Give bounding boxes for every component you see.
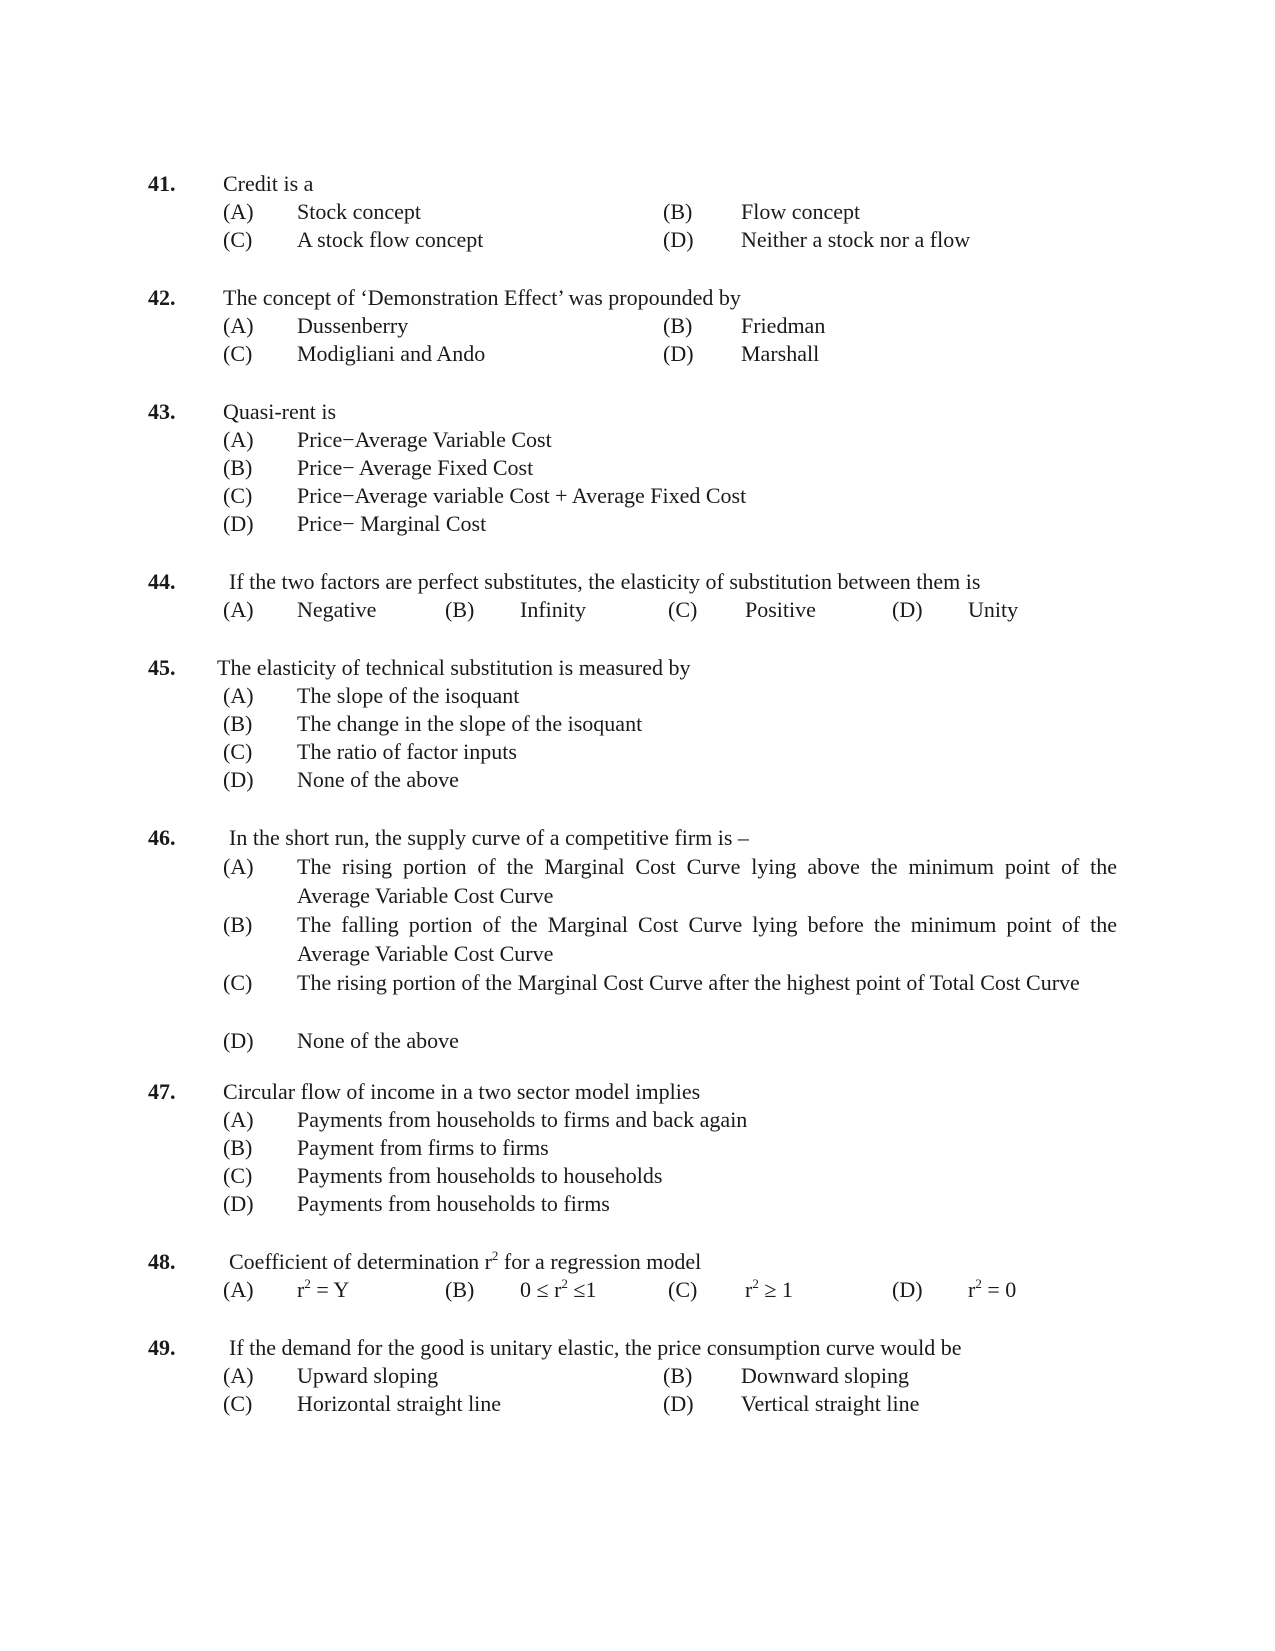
option-a-label: (A) [223, 313, 254, 338]
option-b-label: (B) [445, 597, 475, 622]
option-row [0, 226, 1275, 254]
option-b-label: (B) [223, 1135, 253, 1160]
option-row [0, 340, 1275, 368]
question-number: 47. [148, 1079, 176, 1104]
option-a-text: Upward sloping [297, 1363, 439, 1388]
question-text: If the two factors are perfect substitutes, the elasticity of substitution between them is [229, 569, 981, 594]
question-number: 46. [148, 825, 176, 850]
option-c-label: (C) [223, 739, 253, 764]
question-41 [0, 170, 1275, 254]
option-d-text: Price− Marginal Cost [297, 511, 487, 536]
option-c-label: (C) [223, 341, 253, 366]
option-row [0, 482, 1275, 510]
question-number: 41. [148, 171, 176, 196]
option-c-text: Price−Average variable Cost + Average Fixed Cost [297, 483, 747, 508]
option-b-text: Price− Average Fixed Cost [297, 455, 534, 480]
option-b-text: The change in the slope of the isoquant [297, 711, 643, 736]
option-c-label: (C) [223, 970, 253, 995]
option-d-text: Vertical straight line [741, 1391, 920, 1416]
option-row [0, 1390, 1275, 1418]
option-c-text: Modigliani and Ando [297, 341, 486, 366]
question-number: 49. [148, 1335, 176, 1360]
option-row [0, 312, 1275, 340]
option-c-label: (C) [223, 1391, 253, 1416]
option-c-label: (C) [223, 1163, 253, 1188]
question-number: 48. [148, 1249, 176, 1274]
option-d-label: (D) [223, 1191, 254, 1216]
option-row [0, 1162, 1275, 1190]
option-a-text: Stock concept [297, 199, 422, 224]
option-c-text: The rising portion of the Marginal Cost Curve after the highest point of Total Cost Curve [297, 970, 1080, 995]
question-number: 44. [148, 569, 176, 594]
option-row [0, 198, 1275, 226]
option-a-label: (A) [223, 1107, 254, 1132]
option-a-text: Negative [297, 597, 377, 622]
option-b-label: (B) [663, 199, 693, 224]
option-b-text: Flow concept [741, 199, 861, 224]
option-b-label: (B) [223, 912, 253, 937]
option-a-label: (A) [223, 427, 254, 452]
option-c [0, 968, 1275, 1026]
option-d [0, 1026, 1275, 1055]
question-text: Credit is a [223, 171, 314, 196]
option-row [0, 682, 1275, 710]
option-c-label: (C) [223, 483, 253, 508]
option-a-text: $r^2 = Y$ [297, 1275, 350, 1302]
option-d-text: Marshall [741, 341, 820, 366]
option-b-label: (B) [663, 1363, 693, 1388]
option-row [0, 1134, 1275, 1162]
option-d-label: (D) [663, 227, 694, 252]
option-d-label: (D) [892, 1277, 923, 1302]
option-b [0, 910, 1275, 968]
option-c-label: (C) [223, 227, 253, 252]
question-49 [0, 1334, 1275, 1418]
option-d-text: Neither a stock nor a flow [741, 227, 971, 252]
option-b-text: Friedman [741, 313, 826, 338]
option-row [0, 766, 1275, 794]
option-a-text: The slope of the isoquant [297, 683, 520, 708]
question-46 [0, 824, 1275, 1055]
option-b-text: Downward sloping [741, 1363, 910, 1388]
option-a-text: The rising portion of the Marginal Cost Curve lying above the minimum point of the Average Variable Cost Curve [297, 854, 1117, 908]
option-c-text: A stock flow concept [297, 227, 484, 252]
option-a [0, 852, 1275, 910]
option-b-text: Infinity [520, 597, 586, 622]
option-c-text: $r^2 \ge 1$ [745, 1275, 793, 1302]
option-c-text: The ratio of factor inputs [297, 739, 517, 764]
option-d-text: Unity [968, 597, 1019, 622]
option-a-label: (A) [223, 597, 254, 622]
option-row [0, 1362, 1275, 1390]
option-a-label: (A) [223, 1277, 254, 1302]
option-c-label: (C) [668, 1277, 698, 1302]
option-row [0, 738, 1275, 766]
option-row [0, 596, 1275, 624]
option-c-text: Positive [745, 597, 816, 622]
question-47 [0, 1078, 1275, 1218]
option-d-label: (D) [892, 597, 923, 622]
question-text: Coefficient of determination $r^2$ for a regression model [229, 1247, 702, 1274]
question-43 [0, 398, 1275, 538]
question-text: The elasticity of technical substitution is measured by [217, 655, 691, 680]
option-row [0, 1190, 1275, 1218]
question-text: If the demand for the good is unitary elastic, the price consumption curve would be [229, 1335, 962, 1360]
option-d-text: None of the above [297, 767, 459, 792]
option-a-label: (A) [223, 854, 254, 879]
question-48 [0, 1248, 1275, 1304]
option-b-label: (B) [223, 455, 253, 480]
option-c-text: Horizontal straight line [297, 1391, 502, 1416]
option-a-label: (A) [223, 683, 254, 708]
option-b-label: (B) [663, 313, 693, 338]
option-d-label: (D) [663, 1391, 694, 1416]
option-d-label: (D) [223, 1028, 254, 1053]
option-a-text: Payments from households to firms and back again [297, 1107, 748, 1132]
option-c-text: Payments from households to households [297, 1163, 663, 1188]
question-number: 45. [148, 655, 176, 680]
question-45 [0, 654, 1275, 794]
option-d-label: (D) [663, 341, 694, 366]
option-b-label: (B) [445, 1277, 475, 1302]
question-number: 42. [148, 285, 176, 310]
question-text: Circular flow of income in a two sector model implies [223, 1079, 701, 1104]
option-a-label: (A) [223, 1363, 254, 1388]
option-row [0, 1106, 1275, 1134]
option-d-text: Payments from households to firms [297, 1191, 610, 1216]
option-c-label: (C) [668, 597, 698, 622]
option-row [0, 1276, 1275, 1304]
option-b-text: The falling portion of the Marginal Cost Curve lying before the minimum point of the Average Variable Cost Curve [297, 912, 1117, 966]
option-a-text: Price−Average Variable Cost [297, 427, 552, 452]
question-44 [0, 568, 1275, 624]
option-row [0, 454, 1275, 482]
option-b-label: (B) [223, 711, 253, 736]
question-42 [0, 284, 1275, 368]
question-text: Quasi-rent is [223, 399, 337, 424]
option-a-label: (A) [223, 199, 254, 224]
question-text: The concept of ‘Demonstration Effect’ was propounded by [223, 285, 741, 310]
option-row [0, 710, 1275, 738]
option-d-text: $r^2 = 0$ [968, 1275, 1017, 1302]
option-d-text: None of the above [297, 1028, 459, 1053]
option-d-label: (D) [223, 511, 254, 536]
option-a-text: Dussenberry [297, 313, 409, 338]
option-d-label: (D) [223, 767, 254, 792]
question-number: 43. [148, 399, 176, 424]
option-b-text: $0 \le r^2 \le 1$ [520, 1275, 597, 1302]
option-b-text: Payment from firms to firms [297, 1135, 549, 1160]
option-row [0, 510, 1275, 538]
option-row [0, 426, 1275, 454]
question-text: In the short run, the supply curve of a competitive firm is – [229, 825, 749, 850]
